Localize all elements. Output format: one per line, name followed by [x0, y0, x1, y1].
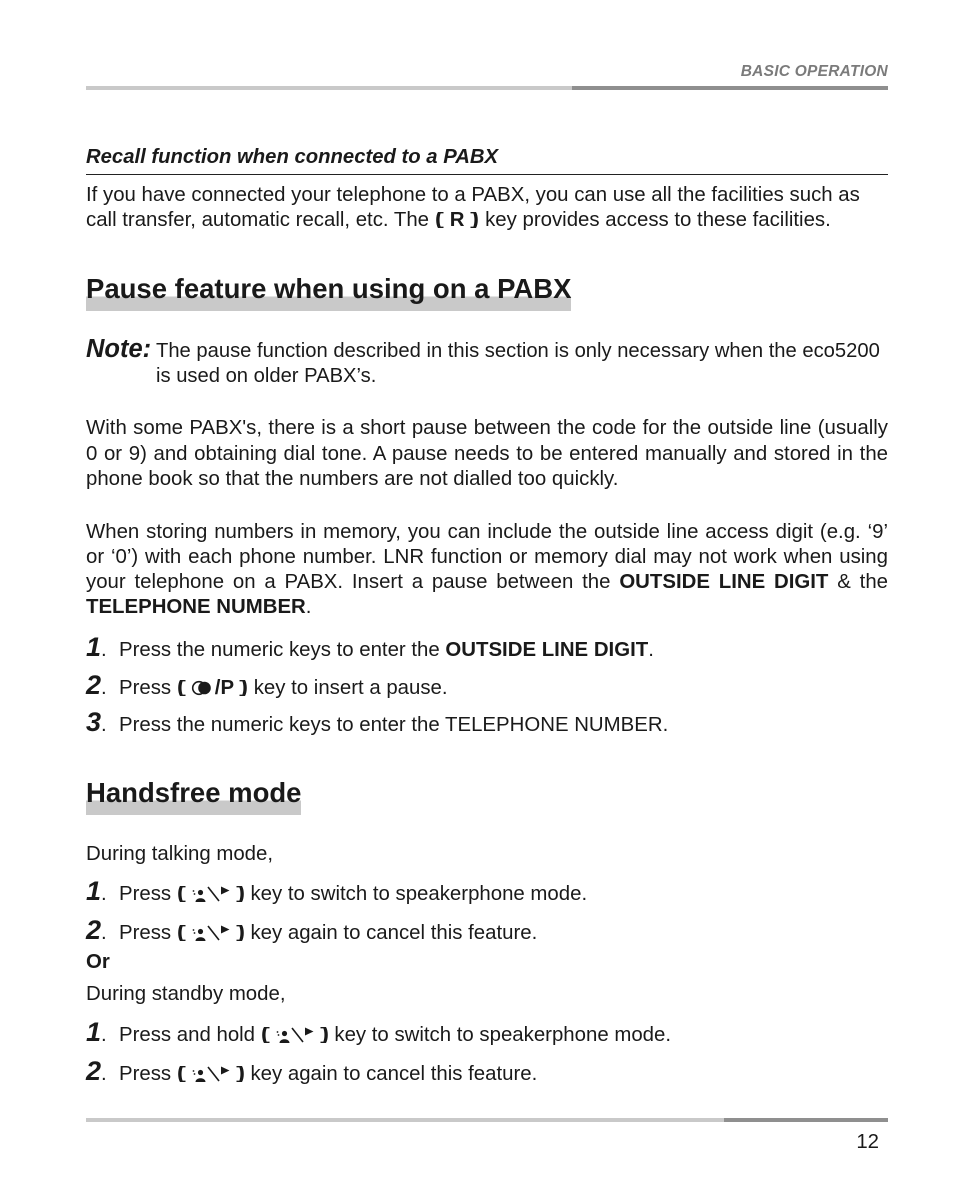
key-bracket-close-icon — [239, 680, 248, 696]
key-bracket-open-icon — [177, 1066, 186, 1082]
step-text-bold: OUTSIDE LINE DIGIT — [445, 639, 649, 661]
talking-step-1 — [86, 877, 888, 905]
step-text — [119, 674, 448, 702]
key-bracket-close-icon — [470, 212, 479, 228]
pause-paragraph-2 — [86, 520, 888, 620]
speakerphone-key — [261, 1024, 329, 1046]
speakerphone-icon — [191, 885, 231, 903]
step-number-digit: 2 — [86, 670, 102, 700]
speakerphone-key-face — [191, 1063, 231, 1085]
speakerphone-key — [177, 883, 245, 905]
recall-r-key — [435, 209, 480, 231]
step-number-separator: . — [101, 883, 107, 905]
speakerphone-key-face — [191, 922, 231, 944]
pause-p-key — [177, 677, 248, 699]
pause-key-face — [191, 677, 234, 699]
standby-mode-intro: During standby mode, — [86, 983, 286, 1005]
section-header-label: BASIC OPERATION — [740, 63, 888, 80]
pause-step-2 — [86, 671, 888, 699]
para-text: & the — [837, 571, 888, 593]
step-text — [119, 636, 654, 664]
step-text-after-key: key to insert a pause. — [253, 677, 448, 699]
step-number-digit: 3 — [86, 707, 102, 737]
key-bracket-close-icon — [320, 1027, 329, 1043]
step-text-after-key: key again to cancel this feature. — [250, 922, 538, 944]
note-label: Note: — [86, 335, 152, 363]
recall-subheading: Recall function when connected to a PABX — [86, 145, 888, 175]
step-number-digit: 1 — [86, 876, 102, 906]
step-number — [86, 633, 119, 666]
step-number-digit: 2 — [86, 915, 102, 945]
handsfree-heading: Handsfree mode — [86, 777, 301, 815]
step-text-after-key: key again to cancel this feature. — [250, 1063, 538, 1085]
step-number-digit: 1 — [86, 632, 102, 662]
key-label: R — [449, 209, 465, 231]
step-text — [119, 880, 587, 908]
step-text-before-key: Press — [119, 883, 172, 905]
step-text-plain: Press the numeric keys to enter the — [119, 639, 440, 661]
step-text-before-key: Press — [119, 922, 172, 944]
step-number-separator: . — [101, 1063, 107, 1085]
key-bracket-open-icon — [177, 886, 186, 902]
step-text — [119, 1021, 671, 1049]
key-bracket-close-icon — [236, 1066, 245, 1082]
step-number — [86, 916, 119, 949]
step-number — [86, 671, 119, 704]
pause-step-1 — [86, 633, 888, 661]
step-number — [86, 1018, 119, 1051]
speakerphone-key — [177, 922, 245, 944]
step-text — [119, 1060, 537, 1088]
page-number: 12 — [856, 1131, 879, 1153]
speakerphone-icon — [191, 924, 231, 942]
speakerphone-key-face — [275, 1024, 315, 1046]
speakerphone-key-face — [191, 883, 231, 905]
step-text-before-key: Press — [119, 677, 172, 699]
pause-circle-icon — [191, 680, 215, 696]
key-bracket-open-icon — [177, 925, 186, 941]
step-number-separator: . — [101, 1024, 107, 1046]
talking-mode-intro: During talking mode, — [86, 843, 274, 865]
recall-text-after-key: key provides access to these facilities. — [485, 209, 831, 231]
step-text: Press the numeric keys to enter the TELEPHONE NUMBER. — [119, 714, 669, 736]
step-text-before-key: Press — [119, 1063, 172, 1085]
step-number — [86, 1057, 119, 1090]
talking-step-2 — [86, 916, 888, 944]
note-block — [86, 337, 888, 389]
step-number-separator: . — [101, 639, 107, 661]
header-rule — [86, 86, 888, 90]
key-bracket-open-icon — [177, 680, 186, 696]
pause-paragraph-1: With some PABX's, there is a short pause between the code for the outside line (usually 0 or 9) and obtaining dial tone. A pause needs to be entered manually and stored in the phone book so that the numbers are not dialled too quickly. — [86, 417, 888, 490]
step-number-separator: . — [101, 922, 107, 944]
step-number-separator: . — [101, 714, 107, 736]
speakerphone-icon — [191, 1065, 231, 1083]
step-text-after-key: key to switch to speakerphone mode. — [334, 1024, 672, 1046]
para-text: . — [305, 596, 312, 618]
step-text-before-key: Press and hold — [119, 1024, 256, 1046]
recall-text-before-key: If you have connected your telephone to a PABX, you can use all the facilities such as call transfer, automatic recall, etc. The — [86, 184, 860, 231]
step-number-digit: 2 — [86, 1056, 102, 1086]
para-bold-outside-line-digit: OUTSIDE LINE DIGIT — [619, 571, 829, 593]
step-number-digit: 1 — [86, 1017, 102, 1047]
step-text — [119, 919, 537, 947]
step-number — [86, 877, 119, 910]
or-separator: Or — [86, 951, 110, 973]
note-text: The pause function described in this section is only necessary when the eco5200 is used on older PABX’s. — [156, 340, 880, 387]
speakerphone-key — [177, 1063, 245, 1085]
standby-step-1 — [86, 1018, 888, 1046]
recall-paragraph — [86, 183, 888, 233]
para-text: When storing numbers in memory, you can include the outside line access digit (e.g. ‘9’ or ‘0’) with each phone number. LNR function or memory dial may not work when using your telephone on a PABX. Insert a pause between the — [86, 521, 888, 593]
para-bold-telephone-number: TELEPHONE NUMBER — [86, 596, 306, 618]
step-number — [86, 708, 119, 741]
key-bracket-open-icon — [435, 212, 444, 228]
step-text-after-key: key to switch to speakerphone mode. — [250, 883, 588, 905]
key-label: /P — [214, 677, 235, 699]
footer-rule — [86, 1118, 888, 1122]
key-bracket-close-icon — [236, 886, 245, 902]
step-text-end: . — [648, 639, 654, 661]
speakerphone-icon — [275, 1026, 315, 1044]
pause-heading: Pause feature when using on a PABX — [86, 273, 571, 311]
standby-step-2 — [86, 1057, 888, 1085]
key-bracket-open-icon — [261, 1027, 270, 1043]
step-number-separator: . — [101, 677, 107, 699]
key-bracket-close-icon — [236, 925, 245, 941]
pause-step-3 — [86, 708, 888, 736]
